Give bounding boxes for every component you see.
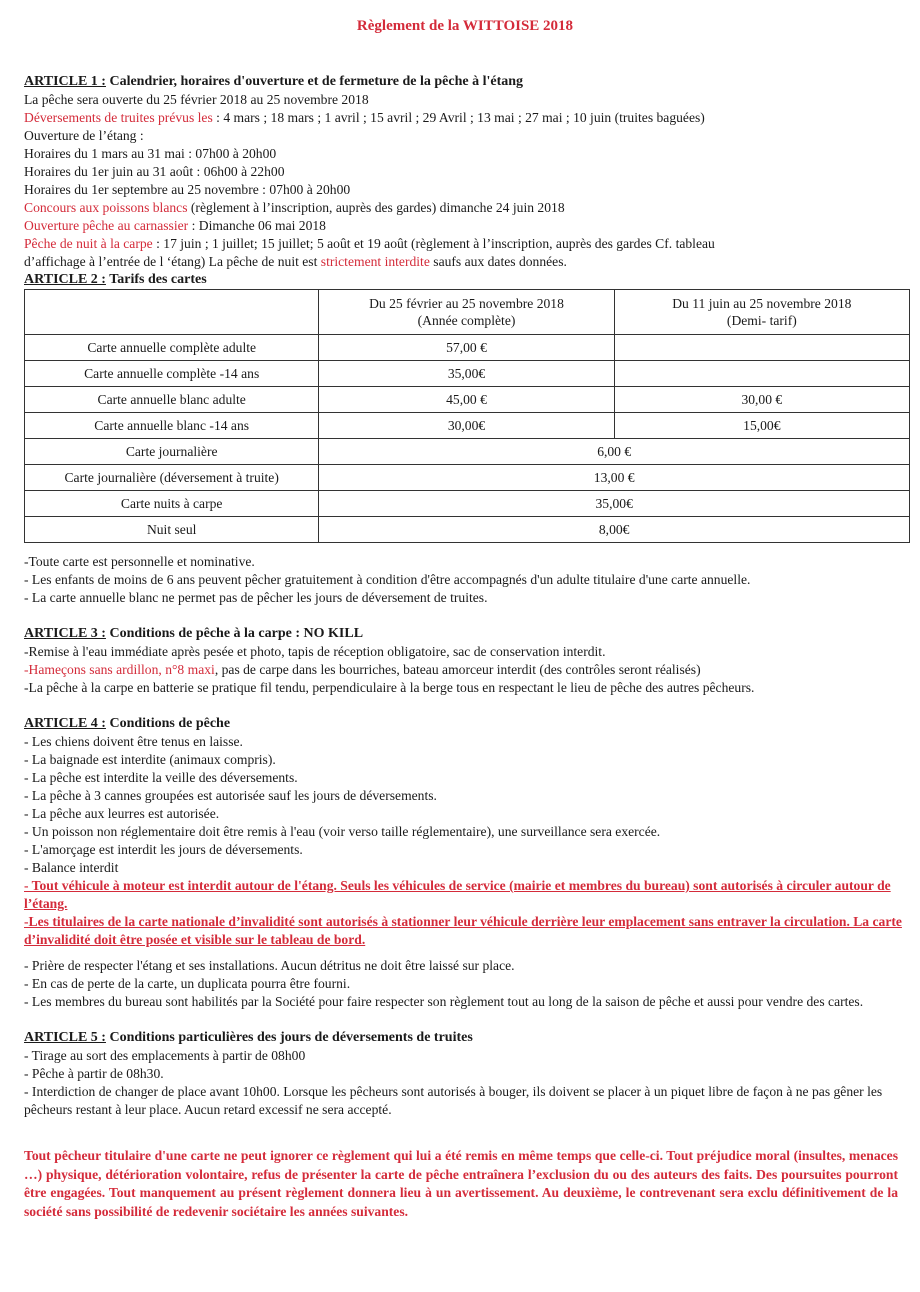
carp-rule-2 — [24, 661, 906, 679]
card-note-personal: -Toute carte est personnelle et nominative. — [24, 554, 255, 569]
header-full-year-sub: (Année complète) — [417, 313, 516, 328]
list-item: - La baignade est interdite (animaux compris). — [24, 752, 276, 767]
header-full-year — [319, 290, 614, 335]
article-2-title: Tarifs des cartes — [105, 272, 207, 287]
article-3-number: ARTICLE 3 : — [24, 626, 106, 641]
row-half-price — [614, 335, 909, 361]
predator-opening — [24, 217, 906, 235]
header-empty-cell — [25, 290, 319, 335]
row-label: Nuit seul — [25, 517, 319, 543]
article-4-heading — [24, 715, 906, 733]
contest-label: Concours aux poissons blancs — [24, 200, 188, 215]
trout-release-list: : 4 mars ; 18 mars ; 1 avril ; 15 avril ; 29 Avril ; 13 mai ; 27 mai ; 10 juin (truites baguées) — [212, 110, 705, 125]
final-warning: Tout pêcheur titulaire d'une carte ne peut ignorer ce règlement qui lui a été remis en même temps que celle-ci. Tout préjudice moral (insultes, menaces …) physique, détérioration volontaire, refus de présenter la carte de pêche entraînera l’exclusion du ou des auteurs des faits. Des poursuites pourront être engagées. Tout manquement au présent règlement donnera lieu à un avertissement. Au deuxième, le contrevenant sera exclu définitivement de la société sans possibilité de redevenir sociétaire les années suivantes. — [24, 1148, 898, 1219]
night-forbidden: strictement interdite — [320, 254, 430, 269]
draw-rule: - Tirage au sort des emplacements à partir de 08h00 — [24, 1048, 306, 1063]
card-note-children: - Les enfants de moins de 6 ans peuvent pêcher gratuitement à condition d'être accompagnés d'un adulte titulaire d'une carte annuelle. — [24, 572, 751, 587]
row-label: Carte journalière — [25, 439, 319, 465]
row-label: Carte annuelle blanc -14 ans — [25, 413, 319, 439]
hours-spring: Horaires du 1 mars au 31 mai : 07h00 à 20h00 — [24, 146, 277, 161]
table-row — [25, 387, 910, 413]
row-full-price: 57,00 € — [319, 335, 614, 361]
night-text-2: d’affichage à l’entrée de l ‘étang) La pêche de nuit est — [24, 254, 321, 269]
duplicate-rule: - En cas de perte de la carte, un duplicata pourra être fourni. — [24, 976, 351, 991]
article-5-heading — [24, 1029, 906, 1047]
row-full-price: 45,00 € — [319, 387, 614, 413]
carp-rule-1: -Remise à l'eau immédiate après pesée et photo, tapis de réception obligatoire, sac de conservation interdit. — [24, 644, 606, 659]
predator-text: : Dimanche 06 mai 2018 — [188, 218, 326, 233]
row-half-price: 15,00€ — [614, 413, 909, 439]
header-half-rate — [614, 290, 909, 335]
article-4-number: ARTICLE 4 : — [24, 716, 106, 731]
row-half-price — [614, 361, 909, 387]
row-price-merged: 13,00 € — [319, 465, 910, 491]
card-note-white: - La carte annuelle blanc ne permet pas de pêcher les jours de déversement de truites. — [24, 590, 488, 605]
table-row — [25, 439, 910, 465]
list-item: - La pêche est interdite la veille des déversements. — [24, 770, 298, 785]
list-item: - Balance interdit — [24, 860, 119, 875]
board-members-rule: - Les membres du bureau sont habilités par la Société pour faire respecter son règlement tout au long de la saison de pêche et aussi pour vendre des cartes. — [24, 994, 864, 1009]
table-row — [25, 335, 910, 361]
row-label: Carte annuelle complète -14 ans — [25, 361, 319, 387]
night-carp-fishing-cont — [24, 253, 906, 271]
header-full-year-period: Du 25 février au 25 novembre 2018 — [369, 296, 564, 311]
trout-release-dates — [24, 109, 906, 127]
table-row — [25, 517, 910, 543]
list-item: - Un poisson non réglementaire doit être remis à l'eau (voir verso taille réglementaire), une surveillance sera exercée. — [24, 824, 661, 839]
list-item: - Les chiens doivent être tenus en laisse. — [24, 734, 243, 749]
row-label: Carte annuelle complète adulte — [25, 335, 319, 361]
table-row — [25, 361, 910, 387]
opening-period: La pêche sera ouverte du 25 février 2018 au 25 novembre 2018 — [24, 92, 369, 107]
article-2-number: ARTICLE 2 : — [24, 272, 106, 287]
table-row — [25, 465, 910, 491]
trout-release-label: Déversements de truites prévus les — [24, 110, 213, 125]
carp-rule-3: -La pêche à la carpe en batterie se pratique fil tendu, perpendiculaire à la berge tous en respectant le lieu de pêche des autres pêcheurs. — [24, 680, 755, 695]
predator-label: Ouverture pêche au carnassier — [24, 218, 189, 233]
document-title: Règlement de la WITTOISE 2018 — [356, 18, 574, 34]
carp-hook-rule: -Hameçons sans ardillon, n°8 maxi — [24, 662, 215, 677]
row-label: Carte nuits à carpe — [25, 491, 319, 517]
row-price-merged: 35,00€ — [319, 491, 910, 517]
disability-rule: -Les titulaires de la carte nationale d’invalidité sont autorisés à stationner leur véhicule derrière leur emplacement sans entraver la circulation. La carte d’invalidité doit être posée et visible sur le tableau de bord. — [24, 914, 902, 947]
carp-rule-2-rest: , pas de carpe dans les bourriches, bateau amorceur interdit (des contrôles seront réalisés) — [214, 662, 701, 677]
vehicle-rule: - Tout véhicule à moteur est interdit autour de l'étang. Seuls les véhicules de service (mairie et membres du bureau) sont autorisés à circuler autour de l’étang. — [24, 878, 891, 911]
hours-autumn: Horaires du 1er septembre au 25 novembre : 07h00 à 20h00 — [24, 182, 351, 197]
start-time-rule: - Pêche à partir de 08h30. — [24, 1066, 164, 1081]
article-1-heading — [24, 73, 906, 91]
contest-text: (règlement à l’inscription, auprès des gardes) dimanche 24 juin 2018 — [187, 200, 565, 215]
list-item: - L'amorçage est interdit les jours de déversements. — [24, 842, 303, 857]
list-item: - La pêche à 3 cannes groupées est autorisée sauf les jours de déversements. — [24, 788, 437, 803]
place-change-rule: - Interdiction de changer de place avant 10h00. Lorsque les pêcheurs sont autorisés à bouger, ils doivent se placer à un piquet libre de façon à ne pas gêner les pêcheurs restant à leur place. Aucun retard excessif ne sera accepté. — [24, 1084, 883, 1117]
row-label: Carte journalière (déversement à truite) — [25, 465, 319, 491]
row-label: Carte annuelle blanc adulte — [25, 387, 319, 413]
article-3-heading — [24, 625, 906, 643]
row-half-price: 30,00 € — [614, 387, 909, 413]
row-full-price: 30,00€ — [319, 413, 614, 439]
pond-opening-label: Ouverture de l’étang : — [24, 128, 144, 143]
night-label: Pêche de nuit à la carpe — [24, 236, 153, 251]
night-text: : 17 juin ; 1 juillet; 15 juillet; 5 août et 19 août (règlement à l’inscription, auprès des gardes Cf. tableau — [152, 236, 715, 251]
night-text-3: saufs aux dates données. — [429, 254, 567, 269]
row-price-merged: 8,00€ — [319, 517, 910, 543]
header-half-rate-period: Du 11 juin au 25 novembre 2018 — [672, 296, 852, 311]
list-item: - La pêche aux leurres est autorisée. — [24, 806, 220, 821]
article-3-title: Conditions de pêche à la carpe : NO KILL — [105, 626, 364, 641]
table-row — [25, 491, 910, 517]
white-fish-contest — [24, 199, 906, 217]
article-5-title: Conditions particulières des jours de déversements de truites — [105, 1030, 473, 1045]
article-1-title: Calendrier, horaires d'ouverture et de fermeture de la pêche à l'étang — [105, 74, 524, 89]
article-1-number: ARTICLE 1 : — [24, 74, 106, 89]
article-5-number: ARTICLE 5 : — [24, 1030, 106, 1045]
night-carp-fishing — [24, 235, 906, 253]
respect-rule: - Prière de respecter l'étang et ses installations. Aucun détritus ne doit être laissé sur place. — [24, 958, 515, 973]
tariff-table-header — [25, 290, 910, 335]
table-row — [25, 413, 910, 439]
row-full-price: 35,00€ — [319, 361, 614, 387]
tariff-table — [24, 289, 910, 543]
article-4-title: Conditions de pêche — [105, 716, 231, 731]
row-price-merged: 6,00 € — [319, 439, 910, 465]
header-half-rate-sub: (Demi- tarif) — [726, 313, 797, 328]
hours-summer: Horaires du 1er juin au 31 août : 06h00 à 22h00 — [24, 164, 285, 179]
article-2-heading — [24, 271, 906, 289]
